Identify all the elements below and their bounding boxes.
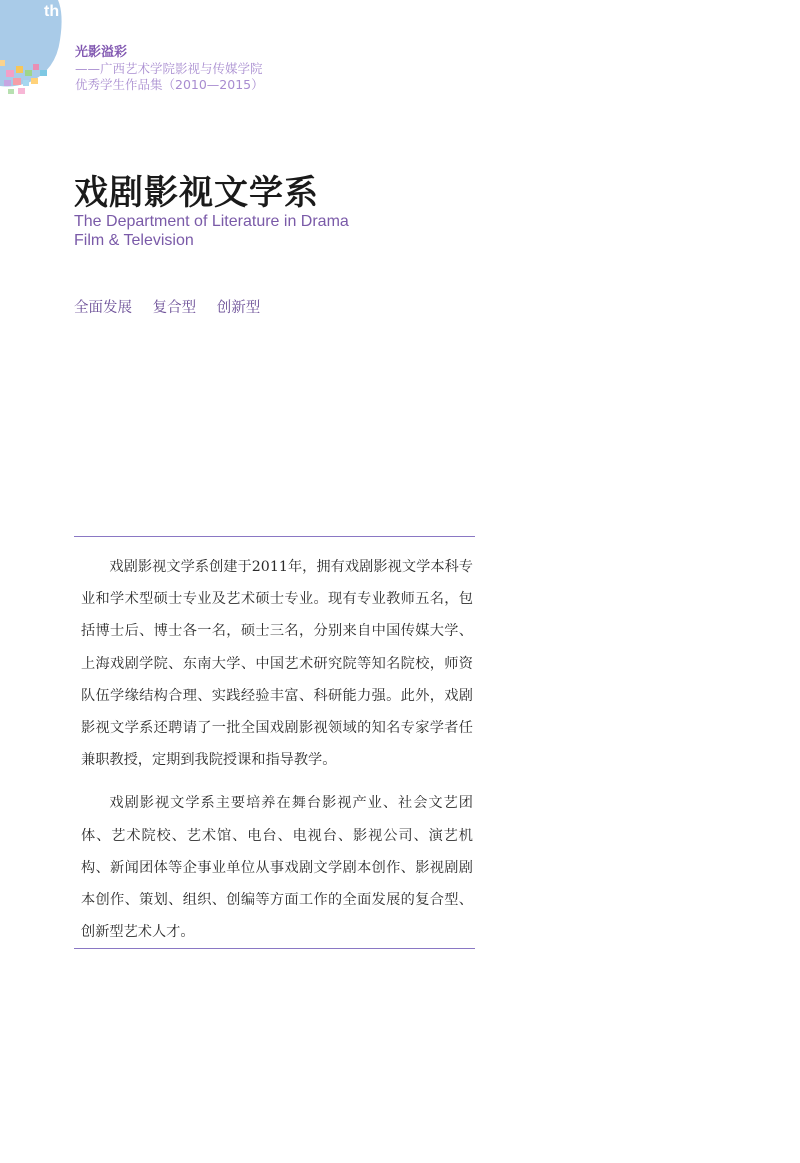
description-paragraph-1: 戏剧影视文学系创建于2011年，拥有戏剧影视文学本科专业和学术型硕士专业及艺术硕士专业。现有专业教师五名，包括博士后、博士各一名，硕士三名，分别来自中国传媒大学、上海戏剧学院、东南大学、中国艺术研究院等知名院校，师资队伍学缘结构合理、实践经验丰富、科研能力强。此外，戏剧影视文学系还聘请了一批全国戏剧影视领域的知名专家学者任兼职教授，定期到我院授课和指导教学。 [81, 559, 473, 769]
department-title-en [74, 212, 349, 250]
department-title: 戏剧影视文学系 [74, 173, 319, 213]
department-title-en-line2: Film & Television [74, 232, 194, 249]
motto-item: 创新型 [216, 300, 261, 316]
department-motto [74, 296, 276, 317]
department-description [81, 551, 473, 948]
description-paragraph-2: 戏剧影视文学系主要培养在舞台影视产业、社会文艺团体、艺术院校、艺术馆、电台、电视台、影视公司、演艺机构、新闻团体等企事业单位从事戏剧文学剧本创作、影视剧剧本创作、策划、组织、创编等方面工作的全面发展的复合型、创新型艺术人才。 [81, 795, 473, 941]
book-subtitle-line1: ——广西艺术学院影视与传媒学院 [75, 61, 263, 76]
department-title-en-line1: The Department of Literature in Drama [74, 213, 349, 230]
anniversary-logo-icon [0, 0, 80, 110]
book-header [75, 44, 264, 93]
motto-item: 复合型 [152, 300, 197, 316]
bottom-divider [74, 948, 475, 949]
book-title: 光影溢彩 [75, 45, 128, 60]
motto-item: 全面发展 [74, 300, 132, 316]
book-subtitle-line2: 优秀学生作品集（2010—2015） [75, 77, 264, 92]
svg-text:th: th [44, 3, 60, 20]
top-divider [74, 536, 475, 537]
